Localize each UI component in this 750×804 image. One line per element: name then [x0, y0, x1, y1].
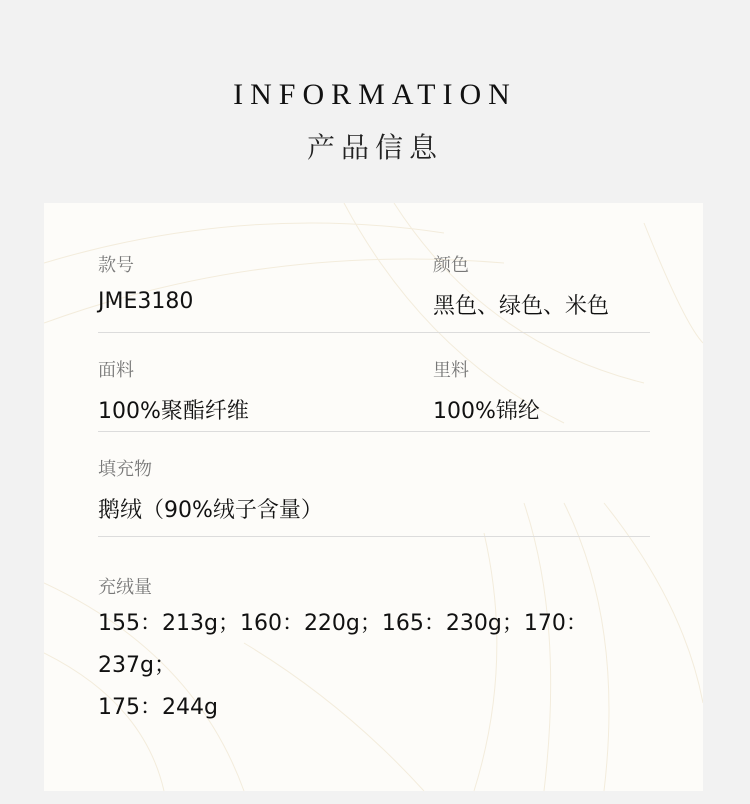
field-value: 100%聚酯纤维	[98, 399, 249, 424]
field-value: JME3180	[98, 289, 194, 314]
field-color	[433, 251, 609, 320]
field-label: 颜色	[433, 255, 469, 276]
field-lining	[433, 356, 540, 425]
info-card	[44, 203, 703, 791]
field-value: 鹅绒（90%绒子含量）	[98, 498, 323, 523]
field-label: 充绒量	[98, 577, 152, 598]
title-chinese: 产品信息	[306, 131, 443, 164]
field-label: 填充物	[98, 459, 152, 480]
divider	[98, 431, 650, 432]
field-label: 面料	[98, 360, 134, 381]
field-fill-amount	[98, 573, 658, 729]
field-value: 黑色、绿色、米色	[433, 294, 610, 319]
title-english: INFORMATION	[233, 78, 517, 111]
field-filling	[98, 455, 323, 524]
divider	[98, 536, 650, 537]
field-value: 100%锦纶	[433, 399, 540, 424]
field-style-number	[98, 251, 193, 314]
fill-amount-line: 175：244g	[98, 695, 218, 720]
field-label: 款号	[98, 255, 134, 276]
field-value	[98, 603, 658, 729]
field-label: 里料	[433, 360, 469, 381]
field-fabric	[98, 356, 249, 425]
divider	[98, 332, 650, 333]
fill-amount-line: 155：213g；160：220g；165：230g；170：237g；	[98, 611, 588, 678]
